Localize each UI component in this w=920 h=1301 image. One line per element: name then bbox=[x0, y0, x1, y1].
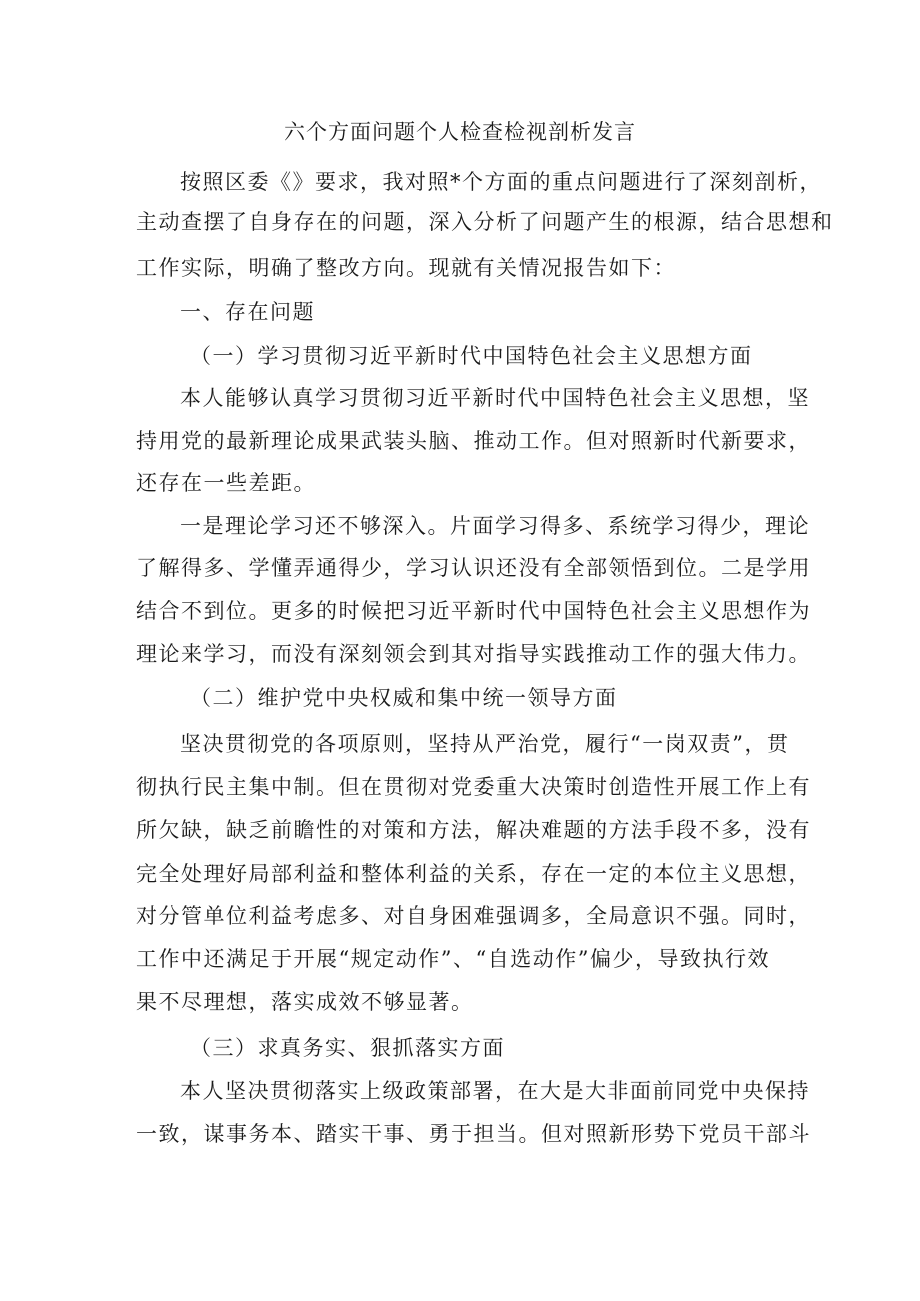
subsection-heading: （三）求真务实、狠抓落实方面 bbox=[190, 1036, 505, 1060]
paragraph-line: 按照区委《》要求，我对照*个方面的重点问题进行了深刻剖析， bbox=[180, 170, 822, 194]
paragraph-line: 了解得多、学懂弄通得少，学习认识还没有全部领悟到位。二是学用 bbox=[136, 556, 811, 580]
paragraph-line: 本人能够认真学习贯彻习近平新时代中国特色社会主义思想，坚 bbox=[180, 386, 810, 410]
paragraph-line: 结合不到位。更多的时候把习近平新时代中国特色社会主义思想作为 bbox=[136, 599, 811, 623]
paragraph-line: 一致，谋事务本、踏实干事、勇于担当。但对照新形势下党员干部斗 bbox=[136, 1122, 811, 1146]
paragraph-line: 持用党的最新理论成果武装头脑、推动工作。但对照新时代新要求， bbox=[136, 429, 811, 453]
paragraph-line: 对分管单位利益考虑多、对自身困难强调多，全局意识不强。同时， bbox=[136, 904, 811, 928]
paragraph-line: 完全处理好局部利益和整体利益的关系，存在一定的本位主义思想， bbox=[136, 862, 811, 886]
section-heading: 一、存在问题 bbox=[180, 300, 315, 324]
paragraph-line: 本人坚决贯彻落实上级政策部署，在大是大非面前同党中央保持 bbox=[180, 1079, 810, 1103]
paragraph-line: 工作中还满足于开展“规定动作”、“自选动作”偏少，导致执行效 bbox=[136, 947, 770, 971]
paragraph-line: 工作实际，明确了整改方向。现就有关情况报告如下： bbox=[136, 256, 676, 280]
document-title: 六个方面问题个人检查检视剖析发言 bbox=[284, 120, 636, 144]
paragraph-line: 所欠缺，缺乏前瞻性的对策和方法，解决难题的方法手段不多，没有 bbox=[136, 818, 811, 842]
paragraph-line: 一是理论学习还不够深入。片面学习得多、系统学习得少，理论 bbox=[180, 514, 810, 538]
paragraph-line: 坚决贯彻党的各项原则，坚持从严治党，履行“一岗双责”，贯 bbox=[180, 732, 790, 756]
subsection-heading: （一）学习贯彻习近平新时代中国特色社会主义思想方面 bbox=[190, 344, 753, 368]
paragraph-line: 理论来学习，而没有深刻领会到其对指导实践推动工作的强大伟力。 bbox=[136, 642, 811, 666]
subsection-heading: （二）维护党中央权威和集中统一领导方面 bbox=[190, 686, 618, 710]
paragraph-line: 还存在一些差距。 bbox=[136, 471, 316, 495]
paragraph-line: 果不尽理想，落实成效不够显著。 bbox=[136, 990, 474, 1014]
paragraph-line: 主动查摆了自身存在的问题，深入分析了问题产生的根源，结合思想和 bbox=[136, 210, 834, 234]
paragraph-line: 彻执行民主集中制。但在贯彻对党委重大决策时创造性开展工作上有 bbox=[136, 775, 811, 799]
